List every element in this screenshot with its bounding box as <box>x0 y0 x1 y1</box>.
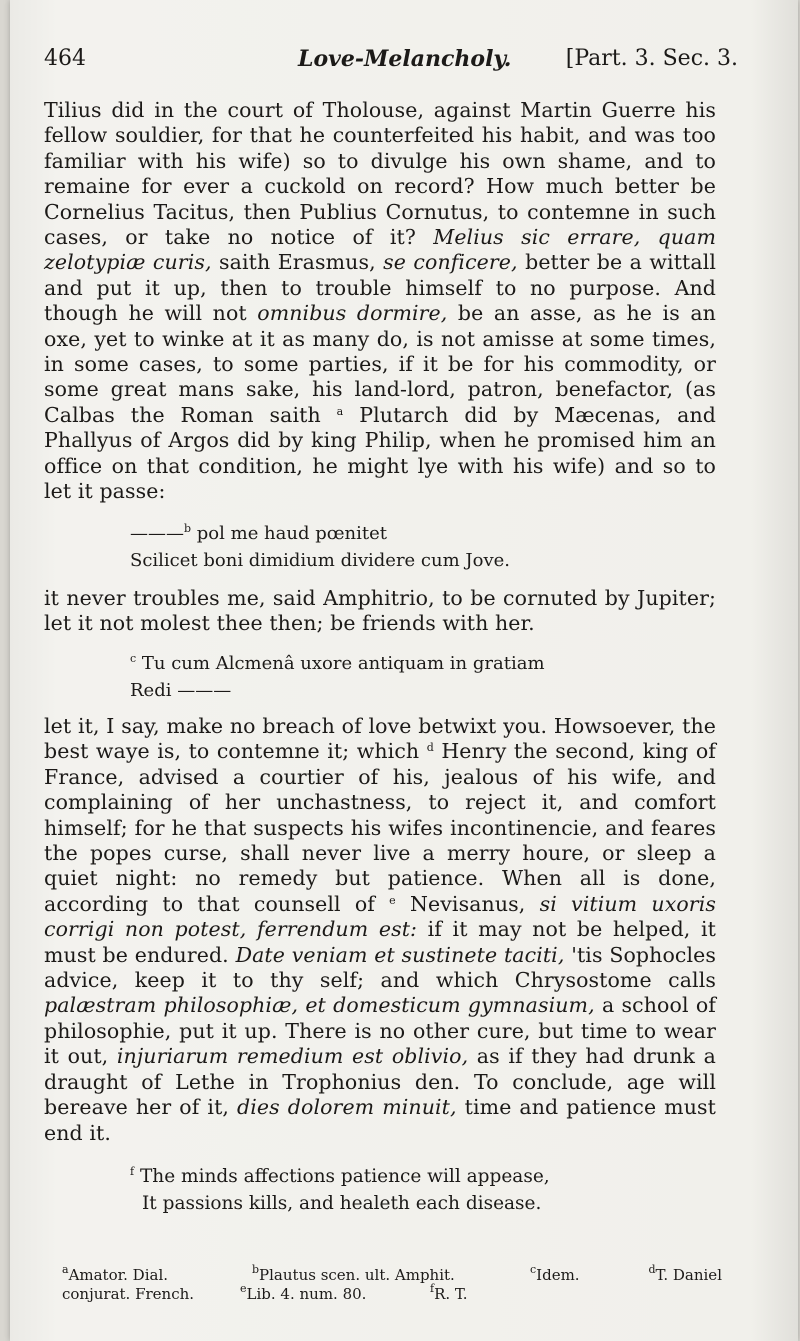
text-run: time and patience must end it. <box>44 1095 716 1145</box>
footnote-d: $^d$T. Daniel <box>648 1263 722 1284</box>
verse-quote-3 <box>130 1163 690 1217</box>
book-page <box>10 0 798 1341</box>
footnote-ref-b: b <box>184 522 192 535</box>
latin-quote: si vitium uxoris corrigi non potest, ferrendum est: <box>44 891 716 942</box>
latin-quote: Date veniam et sustinete taciti, <box>235 942 565 967</box>
paragraph-1 <box>44 98 716 505</box>
footnote-ref-d: d <box>426 741 434 755</box>
verse-line: Redi ——— <box>130 680 232 701</box>
footnote-c: $^c$Idem. <box>530 1263 580 1284</box>
text-run: saith Erasmus, <box>219 250 376 275</box>
latin-quote: palæstram philosophiæ, et domesticum gymnasium, <box>44 993 595 1018</box>
footnotes <box>62 1263 722 1304</box>
footnote-ref-e: e <box>389 893 396 907</box>
latin-quote: dies dolorem minuit, <box>237 1095 457 1120</box>
page-header <box>44 46 738 80</box>
running-title: Love-Melancholy. <box>298 46 512 72</box>
text-run: it never troubles me, said Amphitrio, to be cornuted by Jupiter; let it not molest thee then; be friends with her. <box>44 586 716 636</box>
text-run: better be a wittall and put it up, then to trouble himself to no purpose. And though he will not <box>44 250 717 326</box>
text-run: Plutarch did by Mæcenas, and Phallyus of Argos did by king Philip, when he promised him an office on that condition, he might lye with his wife) and so to let it passe: <box>44 402 716 504</box>
footnote-b: $^b$Plautus scen. ult. Amphit. <box>252 1263 455 1284</box>
footnote-row <box>62 1282 722 1304</box>
verse-line: pol me haud pœnitet <box>196 523 388 544</box>
paragraph-3 <box>44 714 716 1146</box>
paragraph-2 <box>44 586 716 637</box>
verse-line: Scilicet boni dimidium dividere cum Jove. <box>130 550 510 571</box>
verse-quote-1 <box>130 520 690 574</box>
verse-line: It passions kills, and healeth each disease. <box>142 1193 542 1214</box>
footnote-f: $^f$R. T. <box>430 1282 468 1303</box>
latin-quote: omnibus dormire, <box>257 301 448 326</box>
text-run: be an asse, as he is an oxe, yet to winke at it as many do, is not amisse at some times, in some cases, to some parties, if it be for his commodity, or some great mans sake, his land-lord, patron, benefactor, (as Calbas the Roman saith <box>44 301 716 427</box>
footnote-row <box>62 1263 722 1285</box>
text-run: Henry the second, king of France, advised a courtier of his, jealous of his wife, and complaining of her unchastness, to reject it, and comfort himself; for he that suspects his wifes incontinencie, and feares the popes curse, shall never live a merry houre, or sleep a quiet night: no remedy but patience. When all is done, according to that counsell of <box>44 739 716 916</box>
text-run: a school of philosophie, put it up. There is no other cure, but time to wear it out, <box>44 993 716 1069</box>
text-run: as if they had drunk a draught of Lethe in Trophonius den. To conclude, age will bereave her of it, <box>44 1044 716 1120</box>
verse-quote-2 <box>130 650 690 704</box>
footnote-e: $^e$Lib. 4. num. 80. <box>240 1282 367 1303</box>
part-section-label: [Part. 3. Sec. 3. <box>565 46 738 71</box>
verse-line: The minds affections patience will appease, <box>139 1166 550 1187</box>
footnote-ref-f: f <box>130 1165 135 1178</box>
footnote-a: $^a$Amator. Dial. <box>62 1263 169 1284</box>
footnote-a-cont: conjurat. French. <box>62 1285 195 1303</box>
latin-quote: Melius sic errare, quam zelotypiæ curis, <box>44 225 716 275</box>
footnote-ref-a: a <box>336 404 344 418</box>
verse-line: Tu cum Alcmenâ uxore antiquam in gratiam <box>141 653 545 674</box>
text-run: Tilius did in the court of Tholouse, against Martin Guerre his fellow souldier, for that he counterfeited his habit, and was too familiar with his wife) so to divulge his own shame, and to remaine for ever a cuckold on record? How much better be Cornelius Tacitus, then Publius Cornutus, to contemne in such cases, or take no notice of it? <box>44 98 716 250</box>
text-run: Nevisanus, <box>409 891 526 916</box>
latin-quote: se conficere, <box>383 250 518 275</box>
latin-quote: injuriarum remedium est oblivio, <box>116 1044 469 1069</box>
page-number: 464 <box>44 46 86 71</box>
footnote-ref-c: c <box>130 652 137 665</box>
text-run: if it may not be helped, it must be endured. <box>44 917 716 967</box>
verse-dash: ——— <box>130 523 184 544</box>
text-run: let it, I say, make no breach of love betwixt you. Howsoever, the best waye is, to contemne it; which <box>44 714 716 764</box>
text-run: 'tis Sophocles advice, keep it to thy self; and which Chrysostome calls <box>44 942 716 993</box>
